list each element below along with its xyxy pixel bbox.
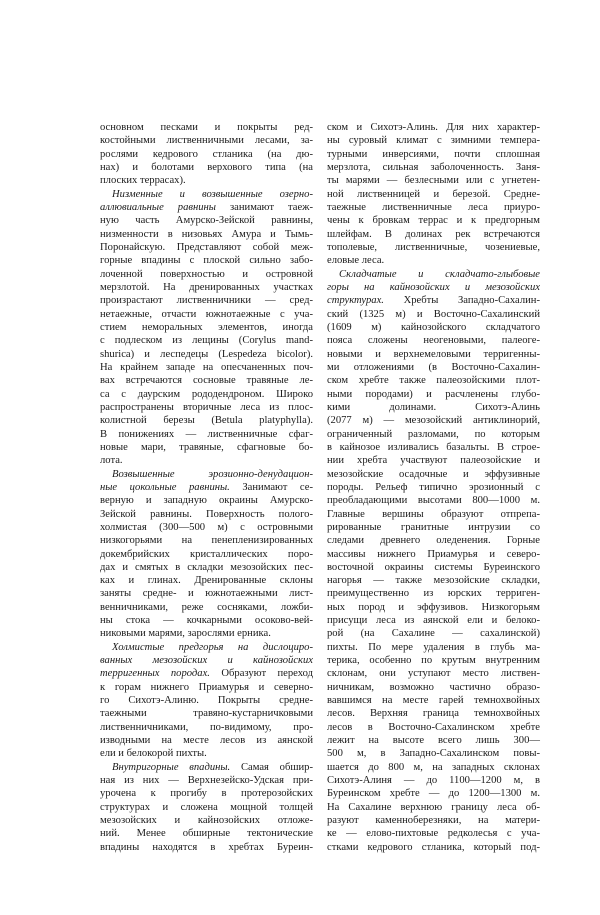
text-line xyxy=(100,148,313,161)
italic-heading-text: аллювиальные равнины xyxy=(100,201,216,213)
body-text: (2077 м) — мезозойский антиклинорий, xyxy=(327,415,540,427)
text-line xyxy=(100,587,313,600)
body-text: рой (на Сахалине — сахалинской) xyxy=(327,628,540,640)
text-line xyxy=(100,401,313,414)
text-line xyxy=(327,521,540,534)
text-line xyxy=(327,188,540,201)
text-line xyxy=(100,574,313,587)
text-line xyxy=(327,721,540,734)
text-line xyxy=(100,348,313,361)
text-line xyxy=(327,561,540,574)
text-line xyxy=(100,521,313,534)
body-text: урочена к прогибу в протерозойских xyxy=(100,788,313,800)
body-text: пояса сложены неогеновыми, палеоге- xyxy=(327,335,540,347)
body-text: холмистая (300—500 м) с островными xyxy=(100,521,313,533)
body-text: нетаежные, отчасти южнотаежные с уча- xyxy=(100,308,313,320)
body-text: плоских террасах). xyxy=(100,175,186,187)
text-line xyxy=(327,174,540,187)
body-text: к горам нижнего Приамурья и северно- xyxy=(100,681,313,693)
text-line xyxy=(100,414,313,427)
text-line xyxy=(100,654,313,667)
text-line xyxy=(100,214,313,227)
body-text: лесов в Восточно-Сахалинском хребте xyxy=(327,721,540,733)
body-text: ты марями — безлесными или с угнетен- xyxy=(327,175,540,187)
text-line xyxy=(327,774,540,787)
italic-heading-text: Низменные и возвышенные озерно- xyxy=(112,188,313,200)
body-text: следами древнего оледенения. Горные xyxy=(327,535,540,547)
body-text: присущи леса из аянской ели и белоко- xyxy=(327,615,540,627)
body-text: са с даурским рододендроном. Широко xyxy=(100,388,313,400)
text-line xyxy=(327,601,540,614)
body-text: турными инверсиями, почти сплошная xyxy=(327,148,540,160)
body-text: вах встречаются сосновые травяные ле- xyxy=(100,375,313,387)
text-line xyxy=(100,441,313,454)
italic-heading-text: ванных мезозойских и кайнозойских xyxy=(100,655,313,667)
body-text: массивы нижнего Приамурья и северо- xyxy=(327,548,540,560)
body-text: мезозойские осадочные и эффузивные xyxy=(327,468,540,480)
text-line xyxy=(327,401,540,414)
text-line xyxy=(327,294,540,307)
text-line xyxy=(327,228,540,241)
text-line xyxy=(100,508,313,521)
text-line xyxy=(100,694,313,707)
text-line xyxy=(327,334,540,347)
body-text: (1609 м) кайнозойского складчатого xyxy=(327,321,540,333)
body-text: лота. xyxy=(100,455,123,467)
body-text: кими долинами. Сихотэ-Алинь xyxy=(327,401,540,413)
text-line xyxy=(327,654,540,667)
body-text: ных пород и эффузивов. Низкогорьям xyxy=(327,601,540,613)
body-text: рированные гранитные интрузии со xyxy=(327,521,540,533)
italic-heading-text: Холмистые предгорья на дислоциро- xyxy=(112,641,313,653)
text-line xyxy=(327,481,540,494)
text-line xyxy=(327,214,540,227)
text-line xyxy=(327,321,540,334)
text-line xyxy=(327,747,540,760)
text-line xyxy=(100,641,313,654)
text-line xyxy=(100,268,313,281)
body-text: ели и белокорой пихты. xyxy=(100,748,207,760)
text-line xyxy=(100,188,313,201)
body-text: впадины находятся в хребтах Буреин- xyxy=(100,841,313,853)
text-line xyxy=(327,201,540,214)
body-text: нагорья — также мезозойские складки, xyxy=(327,575,540,587)
body-text: докембрийских кристаллических поро- xyxy=(100,548,313,560)
body-text: лесов. Верхняя граница темнохвойных xyxy=(327,708,540,720)
text-line xyxy=(100,374,313,387)
body-text: терика, особенно по крутым внутренним xyxy=(327,655,540,667)
text-line xyxy=(100,134,313,147)
body-text: мерзлота, сильная заболоченность. Заня- xyxy=(327,161,540,173)
body-text: shurica) и леспедецы (Lespedeza bicolor). xyxy=(100,348,313,360)
text-line xyxy=(327,574,540,587)
text-line xyxy=(100,801,313,814)
text-line xyxy=(100,787,313,800)
body-text: основном песками и покрыты ред- xyxy=(100,122,313,133)
body-text: ском хребте также палеозойскими плот- xyxy=(327,375,540,387)
text-line xyxy=(100,681,313,694)
text-line xyxy=(327,667,540,680)
text-line xyxy=(100,827,313,840)
body-text: низкогорьями на пенепленизированных xyxy=(100,535,313,547)
body-text: ми отложениями (в Восточно-Сахалин- xyxy=(327,361,540,373)
text-line xyxy=(327,161,540,174)
text-line xyxy=(327,388,540,401)
text-line xyxy=(327,374,540,387)
body-text: шлейфам. В долинах рек встречаются xyxy=(327,228,540,240)
body-text: низменности в низовьях Амура и Тымь- xyxy=(100,228,313,240)
text-line xyxy=(100,428,313,441)
body-text: Главные вершины образуют отпрепа- xyxy=(327,508,540,520)
body-text: восточной окраины системы Буреинского xyxy=(327,561,540,573)
text-line xyxy=(100,747,313,760)
body-text: структурах и сложена мощной толщей xyxy=(100,801,313,813)
text-line xyxy=(100,241,313,254)
text-line xyxy=(100,734,313,747)
body-text: ными породами) и расчленены глубо- xyxy=(327,388,540,400)
body-text: костойными лиственничными лесами, за- xyxy=(100,135,313,147)
body-text: стками кедрового стланика, который под- xyxy=(327,841,540,853)
body-text: пихты. По мере удаления в глубь ма- xyxy=(327,641,540,653)
text-line xyxy=(327,841,540,854)
text-line xyxy=(100,707,313,720)
body-text: нах) и болотами верхового типа (на xyxy=(100,161,313,173)
text-line xyxy=(100,614,313,627)
text-line xyxy=(100,228,313,241)
body-text: венничниками, реже сосняками, ложби- xyxy=(100,601,313,613)
italic-heading-text: структурах. xyxy=(327,295,384,307)
body-text: таежными травяно-кустарничковыми xyxy=(100,708,313,720)
text-line xyxy=(327,587,540,600)
italic-heading-text: горы на кайнозойских и мезозойских xyxy=(327,281,540,293)
body-text: шается до 800 м, на западных склонах xyxy=(327,761,540,773)
body-text: ках и глинах. Дренированные склоны xyxy=(100,575,313,587)
text-line xyxy=(100,201,313,214)
body-text: Хребты Западно-Сахалин- xyxy=(383,295,540,307)
text-line xyxy=(327,787,540,800)
text-line xyxy=(327,508,540,521)
body-text: заняты средне- и южнотаежными лист- xyxy=(100,588,313,600)
text-line xyxy=(100,294,313,307)
body-text: новые мари, травяные, сфагновые бо- xyxy=(100,441,313,453)
text-line xyxy=(327,441,540,454)
body-text: вавшимся на месте гарей темнохвойных xyxy=(327,695,540,707)
body-text: Буреинском хребте — до 1200—1300 м. xyxy=(327,788,540,800)
text-line xyxy=(100,761,313,774)
text-line xyxy=(100,454,313,467)
body-text: в кайнозое изливались базальты. В строе- xyxy=(327,441,540,453)
text-line xyxy=(100,494,313,507)
text-line xyxy=(100,601,313,614)
body-text: изводными на месте лесов из аянской xyxy=(100,735,313,747)
body-text: склонам, они уступают место листвен- xyxy=(327,668,540,680)
body-text: дах и смятых в складки мезозойских пес- xyxy=(100,561,313,573)
text-line xyxy=(327,827,540,840)
text-line xyxy=(100,841,313,854)
text-line xyxy=(327,281,540,294)
body-text: никовыми марями, зарослями ерника. xyxy=(100,628,271,640)
body-text: На крайнем западе на опесчаненных поч- xyxy=(100,361,313,373)
text-line xyxy=(100,627,313,640)
body-text: В понижениях — лиственничные сфаг- xyxy=(100,428,313,440)
text-line xyxy=(100,161,313,174)
body-text: нии хребта участвуют палеозойские и xyxy=(327,455,540,467)
body-text: стием неморальных элементов, иногда xyxy=(100,321,313,333)
body-text: мезозойских и кайнозойских отложе- xyxy=(100,815,313,827)
body-text: породы. Рельеф типично эрозионный с xyxy=(327,481,540,493)
text-line xyxy=(327,468,540,481)
body-text: ке — елово-пихтовые редколесья с уча- xyxy=(327,828,540,840)
italic-heading-text: Внутригорные впадины. xyxy=(112,761,231,773)
text-line xyxy=(100,281,313,294)
text-line xyxy=(100,361,313,374)
body-text: Поронайскую. Представляют собой меж- xyxy=(100,241,313,253)
text-line xyxy=(327,641,540,654)
italic-heading-text: Складчатые и складчато-глыбовые xyxy=(339,268,540,280)
italic-heading-text: Возвышенные эрозионно-денудацион- xyxy=(112,468,313,480)
body-text: новыми и верхнемеловыми терригенны- xyxy=(327,348,540,360)
body-text: ны стока — кочкарными осоково-вей- xyxy=(100,615,313,627)
body-text: таежные лиственничные леса приуро- xyxy=(327,201,540,213)
text-line xyxy=(327,241,540,254)
text-line xyxy=(327,681,540,694)
text-line xyxy=(100,254,313,267)
body-text: ний. Менее обширные тектонические xyxy=(100,828,313,840)
text-line xyxy=(100,721,313,734)
body-text: лежит на высоте всего лишь 300— xyxy=(327,735,540,747)
body-text: с подлеском из лещины (Corylus mand- xyxy=(100,335,313,347)
text-line xyxy=(327,801,540,814)
text-line xyxy=(100,561,313,574)
text-line xyxy=(327,548,540,561)
body-text: преимущественно из юрских терриген- xyxy=(327,588,540,600)
body-text: произрастают лиственничники — сред- xyxy=(100,295,313,307)
body-text: ную часть Амурско-Зейской равнины, xyxy=(100,215,313,227)
body-text: Самая обшир- xyxy=(230,761,313,773)
body-text: ная из них — Верхнезейско-Удская при- xyxy=(100,775,313,787)
text-line xyxy=(327,121,540,134)
body-text: ничникам, возможно частично образо- xyxy=(327,681,540,693)
body-text: рослями кедрового стланика (на дю- xyxy=(100,148,313,160)
text-line xyxy=(100,334,313,347)
body-text: разуют каменноберезняки, на матери- xyxy=(327,815,540,827)
text-line xyxy=(327,308,540,321)
italic-heading-text: терригенных породах. xyxy=(100,668,210,680)
body-text: го Сихотэ-Алиню. Покрыты средне- xyxy=(100,695,313,707)
text-line xyxy=(327,414,540,427)
body-text: 500 м, в Западно-Сахалинском повы- xyxy=(327,748,540,760)
italic-heading-text: ные цокольные равнины. xyxy=(100,481,230,493)
text-line xyxy=(100,121,313,134)
body-text: На Сахалине верхнюю границу леса об- xyxy=(327,801,540,813)
text-line xyxy=(327,148,540,161)
body-text: Сихотэ-Алиня — до 1100—1200 м, в xyxy=(327,775,540,787)
text-line xyxy=(327,454,540,467)
body-text: лиственничниками, по-видимому, про- xyxy=(100,721,313,733)
text-line xyxy=(100,174,313,187)
text-line xyxy=(100,814,313,827)
body-text: тополевые, лиственничные, чозениевые, xyxy=(327,241,540,253)
body-text: ны суровый климат с зимними темпера- xyxy=(327,135,540,147)
text-line xyxy=(327,268,540,281)
text-line xyxy=(327,494,540,507)
body-text: колистной березы (Betula platyphylla). xyxy=(100,415,313,427)
body-text: Зейской равнины. Поверхность полого- xyxy=(100,508,313,520)
text-line xyxy=(100,308,313,321)
text-column-left xyxy=(100,121,313,854)
text-line xyxy=(100,548,313,561)
text-line xyxy=(327,348,540,361)
text-line xyxy=(327,761,540,774)
text-line xyxy=(327,534,540,547)
body-text: ограниченный разломами, по которым xyxy=(327,428,540,440)
text-line xyxy=(327,134,540,147)
body-text: Образуют переход xyxy=(209,668,313,680)
text-column-right xyxy=(327,121,540,854)
text-line xyxy=(100,321,313,334)
body-text: горные впадины с плоской сильно забо- xyxy=(100,255,313,267)
body-text: занимают таеж- xyxy=(215,201,313,213)
body-text: Занимают се- xyxy=(229,481,313,493)
text-line xyxy=(327,814,540,827)
text-line xyxy=(100,774,313,787)
body-text: ский (1325 м) и Восточно-Сахалинский xyxy=(327,308,540,320)
text-line xyxy=(100,667,313,680)
text-line xyxy=(100,481,313,494)
text-line xyxy=(327,254,540,267)
text-line xyxy=(327,694,540,707)
text-line xyxy=(327,707,540,720)
text-line xyxy=(327,614,540,627)
body-text: чены к бровкам террас и к предгорным xyxy=(327,215,540,227)
body-text: преобладающими высотами 800—1000 м. xyxy=(327,495,540,507)
text-line xyxy=(100,468,313,481)
body-text: мерзлотой. На дренированных участках xyxy=(100,281,313,293)
body-text: распространены вторичные леса из плос- xyxy=(100,401,313,413)
text-line xyxy=(327,361,540,374)
text-line xyxy=(327,734,540,747)
body-text: ском и Сихотэ-Алинь. Для них характер- xyxy=(327,122,540,133)
text-line xyxy=(327,428,540,441)
body-text: еловые леса. xyxy=(327,255,385,267)
body-text: лоченной поверхностью и островной xyxy=(100,268,313,280)
text-line xyxy=(100,534,313,547)
body-text: верную и западную окраины Амурско- xyxy=(100,495,313,507)
text-line xyxy=(100,388,313,401)
text-line xyxy=(327,627,540,640)
body-text: ной лиственницей и березой. Средне- xyxy=(327,188,540,200)
